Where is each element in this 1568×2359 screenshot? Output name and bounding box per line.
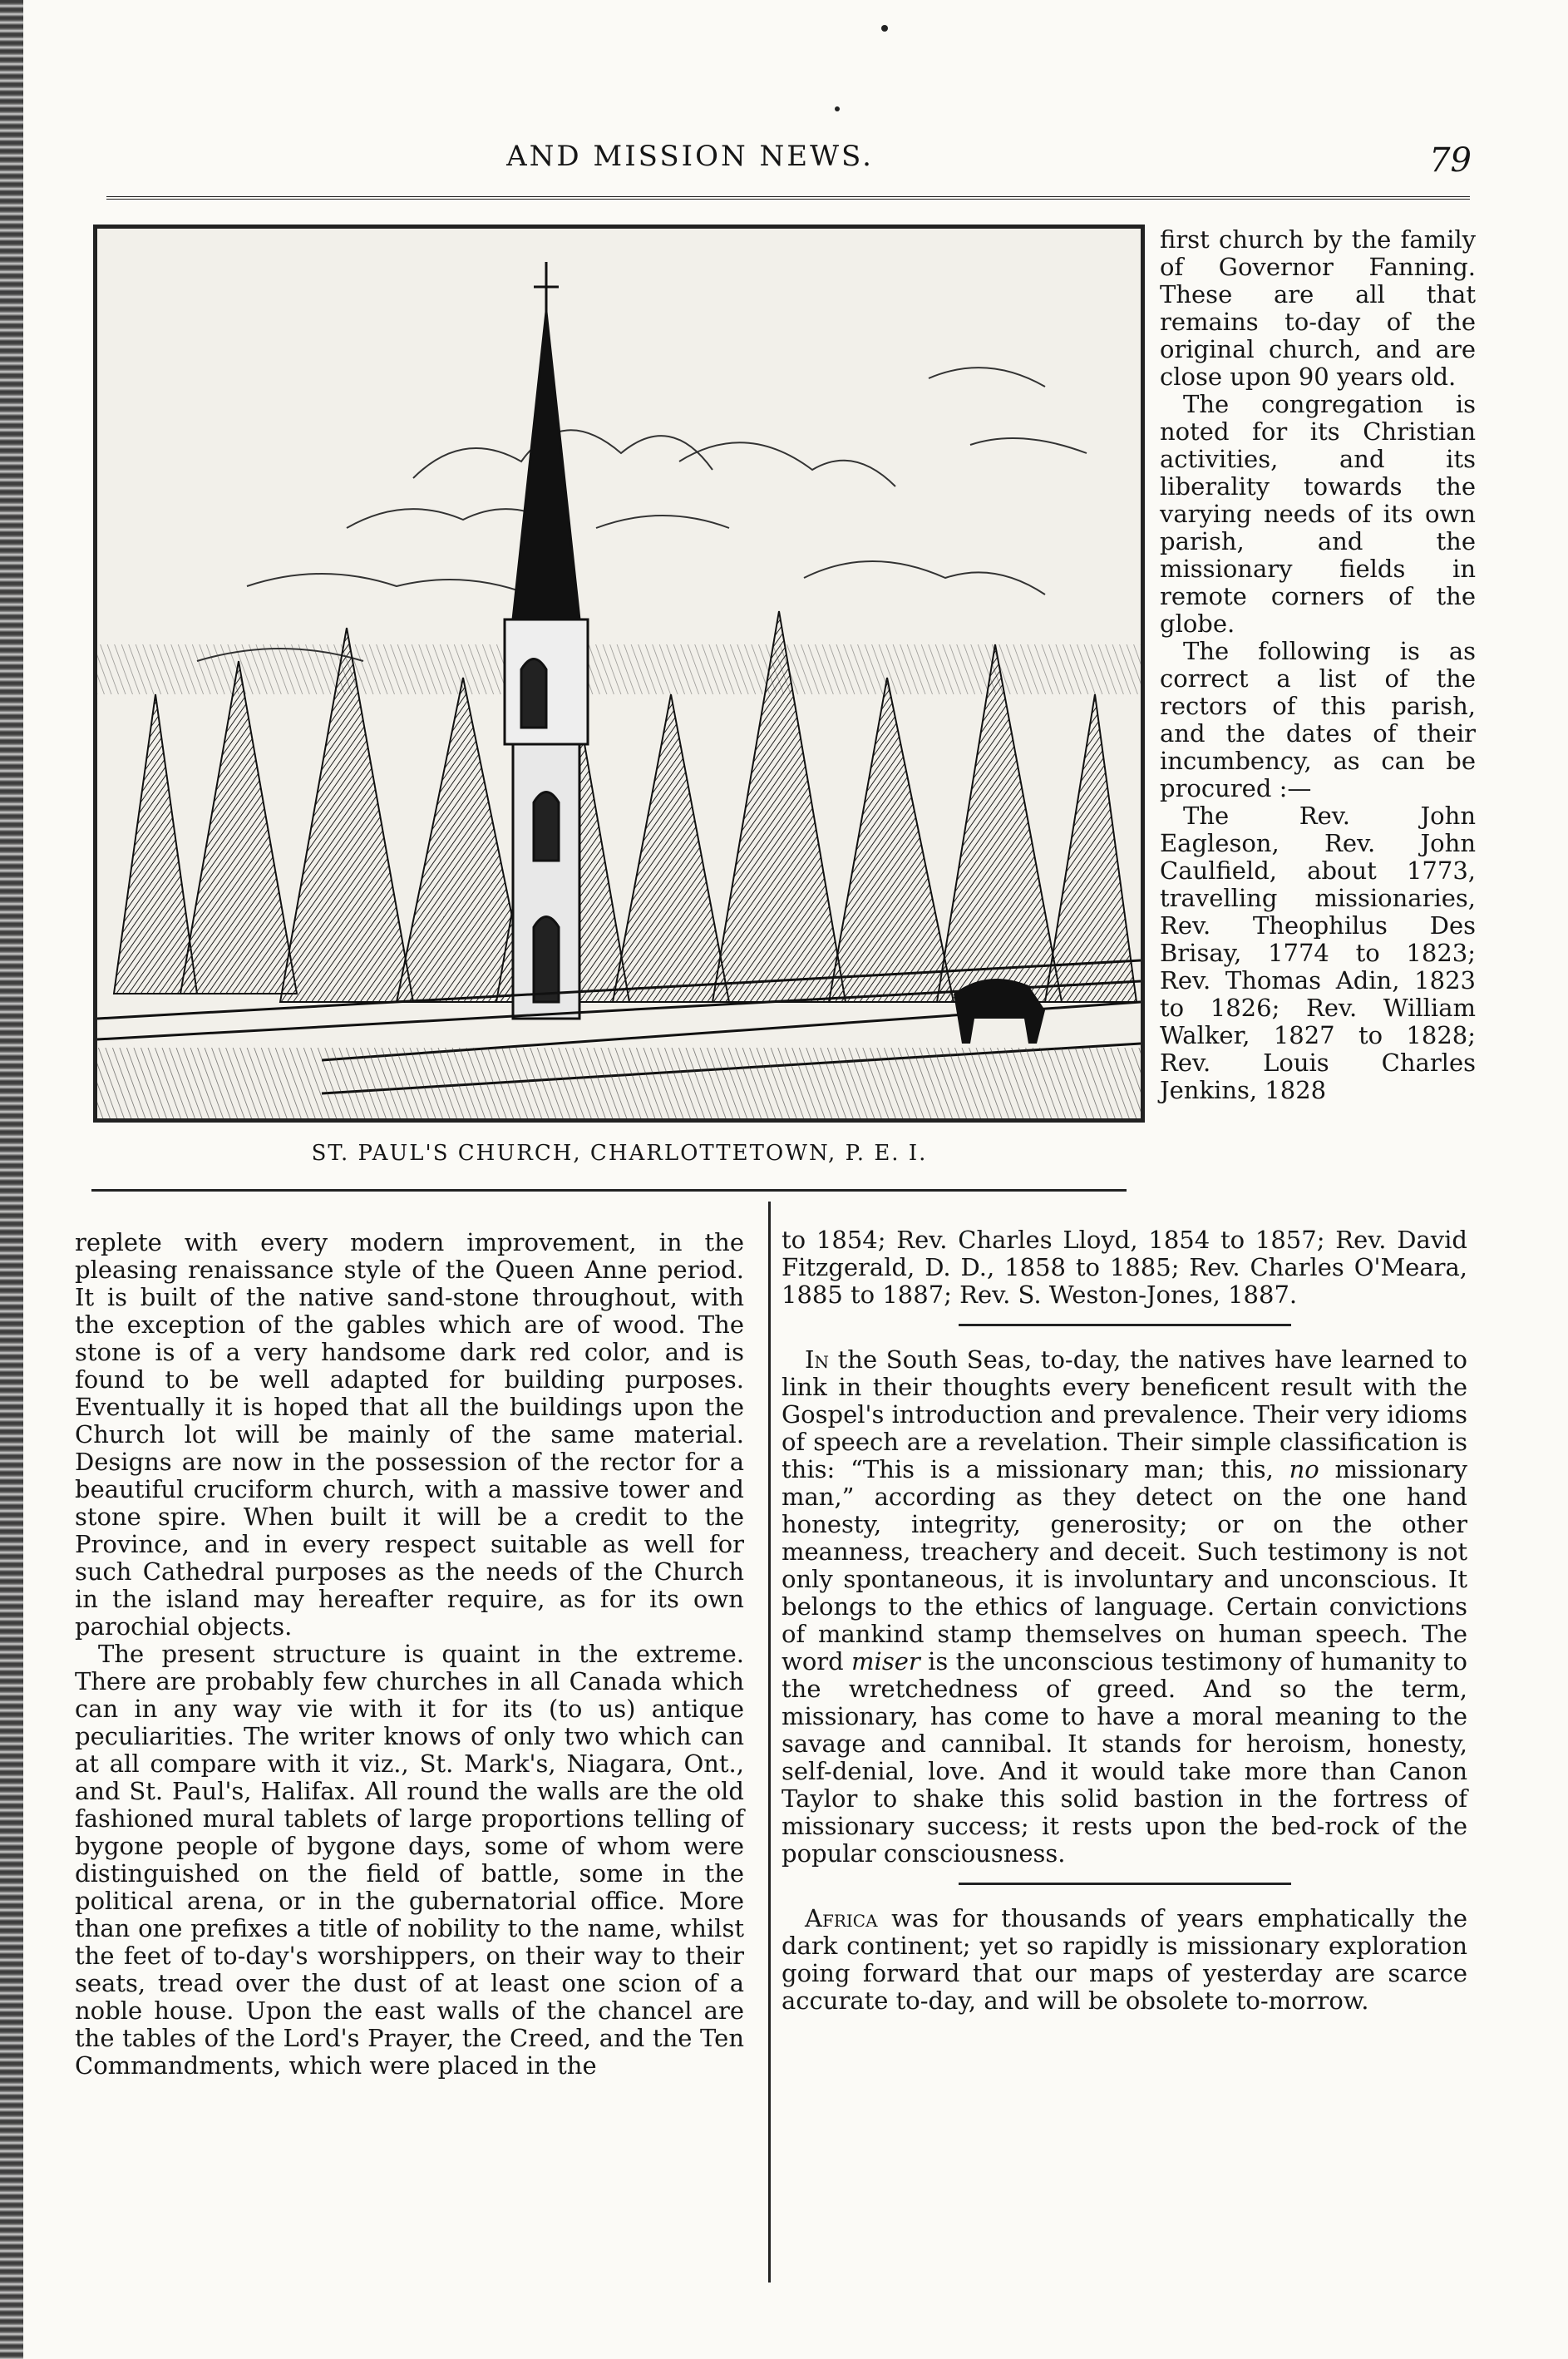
right-column <box>782 1226 1467 2015</box>
text-run: the South Seas, to-day, the natives have learned to link in their thoughts every beneficent result with the Gospel's introduction and prevalence. Their very idioms of speech are a revelation. Their simple classification is this: “This is a missionary man; this, <box>782 1345 1467 1483</box>
header-rule <box>106 196 1470 200</box>
text-run: missionary man,” according as they detect on the one hand honesty, integrity, generosity; or on the other meanness, treachery and deceit. Such testimony is not only spontaneous, it is involuntary and unconscious. It belongs to the ethics of language. Certain convictions of mankind stamp themselves on human speech. The word <box>782 1455 1467 1675</box>
section-rule <box>959 1324 1291 1326</box>
south-seas-paragraph <box>782 1346 1467 1868</box>
italic-word: no <box>1289 1455 1319 1483</box>
page-number: 79 <box>1429 141 1472 180</box>
italic-word: miser <box>851 1647 920 1675</box>
paragraph: The present structure is quaint in the extreme. There are probably few churches in all Canada which can in any way vie with it for its (to us) antique peculiarities. The writer knows of only two which can at all compare with it viz., St. Mark's, Niagara, Ont., and St. Paul's, Halifax. All round the walls are the old fashioned mural tablets of large proportions telling of bygone people of bygone days, some of whom were distinguished on the field of battle, some in the political arena, or in the gubernatorial office. More than one prefixes a title of nobility to the name, whilst the feet of to-day's worshippers, on their way to their seats, tread over the dust of at least one scion of a noble house. Upon the east walls of the chancel are the tables of the Lord's Prayer, the Creed, and the Ten Commandments, which were placed in the <box>75 1640 744 2080</box>
ink-speck <box>881 25 888 32</box>
paragraph: The congregation is noted for its Christian activities, and its liberality towards the varying needs of its own parish, and the missionary fields in remote corners of the globe. <box>1160 390 1476 638</box>
binding-edge <box>0 0 23 2359</box>
column-divider <box>768 1202 771 2283</box>
lead-word: Africa <box>805 1904 878 1932</box>
paragraph: The Rev. John Eagleson, Rev. John Caulfield, about 1773, travelling missionaries, Rev. Theophilus Des Brisay, 1774 to 1823; Rev. Thomas Adin, 1823 to 1826; Rev. William Walker, 1827 to 1828; Rev. Louis Charles Jenkins, 1828 <box>1160 802 1476 1104</box>
lead-word: In <box>805 1345 829 1374</box>
paragraph: first church by the family of Governor Fanning. These are all that remains to-day of the original church, and are close upon 90 years old. <box>1160 225 1476 391</box>
africa-paragraph <box>782 1905 1467 2015</box>
paragraph: The following is as correct a list of the rectors of this parish, and the dates of their incumbency, as can be procured :— <box>1160 637 1476 802</box>
page-header <box>91 140 1497 198</box>
figure-caption: ST. PAUL'S CHURCH, CHARLOTTETOWN, P. E. I. <box>311 1141 928 1166</box>
church-tower <box>505 262 588 1019</box>
section-rule <box>959 1883 1291 1885</box>
paragraph: to 1854; Rev. Charles Lloyd, 1854 to 1857; Rev. David Fitzgerald, D. D., 1858 to 1885; Rev. Charles O'Meara, 1885 to 1887; Rev. S. Weston-Jones, 1887. <box>782 1226 1467 1309</box>
ink-speck <box>835 106 840 111</box>
paragraph: replete with every modern improvement, in the pleasing renaissance style of the Queen Anne period. It is built of the native sand-stone throughout, with the exception of the gables which are of wood. The stone is of a very handsome dark red color, and is found to be well adapted for building purposes. Eventually it is hoped that all the buildings upon the Church lot will be mainly of the same material. Designs are now in the possession of the rector for a beautiful cruciform church, with a massive tower and stone spire. When built it will be a credit to the Province, and in every respect suitable as well for such Cathedral purposes as the needs of the Church in the island may hereafter require, as for its own parochial objects. <box>75 1228 744 1641</box>
text-run: was for thousands of years emphatically the dark continent; yet so rapidly is missionary exploration going forward that our maps of yesterday are scarce accurate to-day, and will be obsolete to-morrow. <box>782 1904 1467 2015</box>
left-column <box>75 1229 744 2080</box>
text-run: is the unconscious testimony of humanity to the wretchedness of greed. And so the term, missionary, has come to have a moral meaning to the savage and cannibal. It stands for heroism, honesty, self-denial, love. And it would take more than Canon Taylor to shake this solid bastion in the fortress of missionary success; it rests upon the bed-rock of the popular consciousness. <box>782 1647 1467 1868</box>
church-illustration <box>97 229 1141 1118</box>
cloud-strokes <box>197 368 1087 661</box>
right-top-column <box>1160 226 1476 1104</box>
running-head: AND MISSION NEWS. <box>506 140 874 173</box>
church-engraving <box>93 225 1145 1123</box>
caption-rule <box>91 1189 1127 1192</box>
